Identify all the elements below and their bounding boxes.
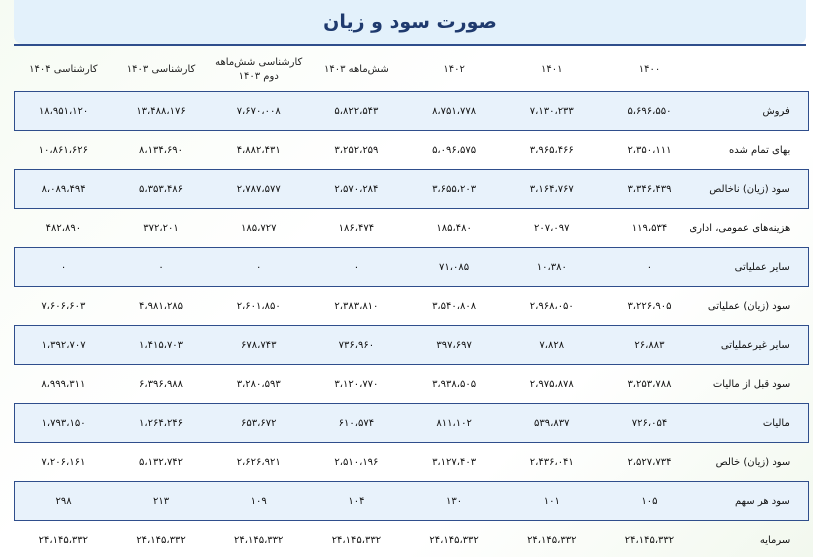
table-cell: ۱۸،۹۵۱،۱۲۰ [15,92,113,131]
table-cell: ۱،۳۹۲،۷۰۷ [15,326,113,365]
column-header: ۱۴۰۲ [443,63,465,75]
table-cell: ۳،۱۶۴،۷۶۷ [503,170,601,209]
table-cell: ۳،۱۲۷،۴۰۳ [432,456,477,468]
table-cell: ۲،۷۸۷،۵۷۷ [210,170,308,209]
table-cell: ۲،۵۱۰،۱۹۶ [334,456,379,468]
row-label: سود (زیان) خالص [715,456,791,468]
table-cell: ۲۴،۱۴۵،۳۳۲ [38,534,89,546]
table-cell: ۲۶،۸۸۳ [601,326,699,365]
table-cell: ۶،۳۹۶،۹۸۸ [139,378,184,390]
table-cell: ۳،۹۶۵،۴۶۶ [529,144,574,156]
column-header: کارشناسی ۱۴۰۴ [29,63,98,75]
table-cell: ۷۱،۰۸۵ [405,248,503,287]
table-cell: ۴۸۲،۸۹۰ [45,222,82,234]
row-label: سود (زیان) ناخالص [698,170,808,209]
table-row [15,92,809,131]
table-cell: ۷،۱۳۰،۲۳۳ [503,92,601,131]
table-row [15,131,809,170]
table-cell: ۲۱۳ [112,482,210,521]
table-cell: ۰ [112,248,210,287]
table-cell: ۳،۲۸۰،۵۹۳ [236,378,281,390]
table-cell: ۲۰۷،۰۹۷ [534,222,570,234]
table-cell: ۱،۴۱۵،۷۰۳ [112,326,210,365]
row-label: بهای تمام شده [729,144,791,156]
table-cell: ۲،۵۷۰،۲۸۴ [308,170,406,209]
table-cell: ۳،۲۵۳،۷۸۸ [627,378,672,390]
row-label: سود هر سهم [698,482,808,521]
table-cell: ۲۴،۱۴۵،۳۳۲ [234,534,284,546]
table-cell: ۰ [308,248,406,287]
table-cell: ۳،۳۴۶،۴۳۹ [601,170,699,209]
row-label: سود قبل از مالیات [712,378,791,390]
table-cell: ۰ [15,248,113,287]
table-cell: ۲،۶۲۶،۹۲۱ [236,456,281,468]
table-cell: ۲،۵۲۷،۷۳۴ [627,456,672,468]
table-cell: ۳،۱۲۰،۷۷۰ [334,378,379,390]
row-label: سایر عملیاتی [698,248,808,287]
table-cell: ۳۹۷،۶۹۷ [405,326,503,365]
table-cell: ۵،۰۹۶،۵۷۵ [432,144,477,156]
column-header [698,48,808,92]
table-cell: ۱۰،۸۶۱،۶۲۶ [38,144,89,156]
row-label: فروش [698,92,808,131]
table-cell: ۳،۶۵۵،۲۰۳ [405,170,503,209]
table-cell: ۴،۸۸۲،۴۳۱ [236,144,281,156]
table-cell: ۸،۹۹۹،۳۱۱ [41,378,86,390]
table-cell: ۳،۲۵۲،۲۵۹ [334,144,379,156]
row-label: سایر غیرعملیاتی [698,326,808,365]
table-cell: ۱۰۱ [503,482,601,521]
table-cell: ۱۰،۳۸۰ [503,248,601,287]
table-cell: ۱،۷۹۳،۱۵۰ [15,404,113,443]
table-cell: ۲،۹۶۸،۰۵۰ [529,300,574,312]
table-row [15,326,809,365]
title-bar [14,0,806,44]
table-cell: ۸،۱۳۴،۶۹۰ [139,144,184,156]
row-label: سرمایه [759,534,791,546]
table-cell: ۱۳،۴۸۸،۱۷۶ [112,92,210,131]
table-cell: ۲،۴۳۶،۰۴۱ [529,456,574,468]
table-cell: ۱۸۵،۷۲۷ [240,222,277,234]
table-cell: ۸،۷۵۱،۷۷۸ [405,92,503,131]
table-cell: ۶۷۸،۷۴۳ [210,326,308,365]
table-cell: ۸،۰۸۹،۴۹۴ [15,170,113,209]
table-cell: ۱۸۶،۴۷۴ [338,222,375,234]
column-header: شش‌ماهه ۱۴۰۳ [323,63,389,75]
table-cell: ۰ [601,248,699,287]
table-cell: ۷۳۶،۹۶۰ [308,326,406,365]
table-row [15,404,809,443]
table-cell: ۲۴،۱۴۵،۳۳۲ [527,534,577,546]
table-row [15,209,809,248]
table-cell: ۲،۹۷۵،۸۷۸ [529,378,574,390]
row-label: هزینه‌های عمومی، اداری [689,222,791,234]
table-row [15,482,809,521]
row-label: مالیات [698,404,808,443]
table-cell: ۲،۳۵۰،۱۱۱ [627,144,672,156]
table-cell: ۱۳۰ [405,482,503,521]
table-cell: ۱۰۴ [308,482,406,521]
table-cell: ۳،۹۳۸،۵۰۵ [432,378,477,390]
table-cell: ۷،۶۷۰،۰۰۸ [210,92,308,131]
row-label: سود (زیان) عملیاتی [707,300,791,312]
table-cell: ۲،۳۸۳،۸۱۰ [334,300,379,312]
table-row [15,170,809,209]
table-cell: ۷،۶۰۶،۶۰۳ [41,300,86,312]
table-row [15,443,809,482]
column-header: ۱۴۰۰ [638,63,661,75]
table-cell: ۳،۲۲۶،۹۰۵ [627,300,672,312]
column-header: کارشناسی شش‌ماهه دوم ۱۴۰۳ [215,56,303,82]
table-cell: ۲۴،۱۴۵،۳۳۲ [136,534,186,546]
table-row [15,248,809,287]
table-cell: ۲۴،۱۴۵،۳۳۲ [624,534,675,546]
table-cell: ۸۱۱،۱۰۲ [405,404,503,443]
table-cell: ۷،۸۲۸ [503,326,601,365]
income-statement-table [14,48,809,557]
table-cell: ۷۲۶،۰۵۴ [601,404,699,443]
page-title: صورت سود و زیان [323,11,497,33]
table-row [15,287,809,326]
table-cell: ۵،۶۹۶،۵۵۰ [601,92,699,131]
table-cell: ۱،۲۶۴،۲۴۶ [112,404,210,443]
title-divider [14,44,806,46]
column-header: کارشناسی ۱۴۰۳ [126,63,196,75]
table-cell: ۶۵۳،۶۷۲ [210,404,308,443]
column-header: ۱۴۰۱ [541,63,563,75]
table-cell: ۲۴،۱۴۵،۳۳۲ [429,534,479,546]
table-cell: ۶۱۰،۵۷۴ [308,404,406,443]
table-cell: ۵،۸۲۲،۵۴۳ [308,92,406,131]
table-cell: ۵۳۹،۸۳۷ [503,404,601,443]
table-cell: ۵،۱۳۲،۷۴۲ [139,456,184,468]
table-cell: ۱۱۹،۵۳۴ [631,222,668,234]
table-cell: ۳،۵۴۰،۸۰۸ [432,300,477,312]
table-cell: ۳۷۲،۲۰۱ [143,222,179,234]
table-cell: ۲،۶۰۱،۸۵۰ [236,300,281,312]
table-cell: ۱۸۵،۴۸۰ [436,222,472,234]
table-row [15,521,809,557]
table-cell: ۱۰۵ [601,482,699,521]
header-row [15,48,809,92]
table-cell: ۲۴،۱۴۵،۳۳۲ [331,534,382,546]
table-cell: ۱۰۹ [210,482,308,521]
table-cell: ۵،۳۵۳،۴۸۶ [112,170,210,209]
table-cell: ۴،۹۸۱،۲۸۵ [139,300,184,312]
table-cell: ۲۹۸ [15,482,113,521]
table-cell: ۷،۲۰۶،۱۶۱ [41,456,86,468]
table-row [15,365,809,404]
table-cell: ۰ [210,248,308,287]
